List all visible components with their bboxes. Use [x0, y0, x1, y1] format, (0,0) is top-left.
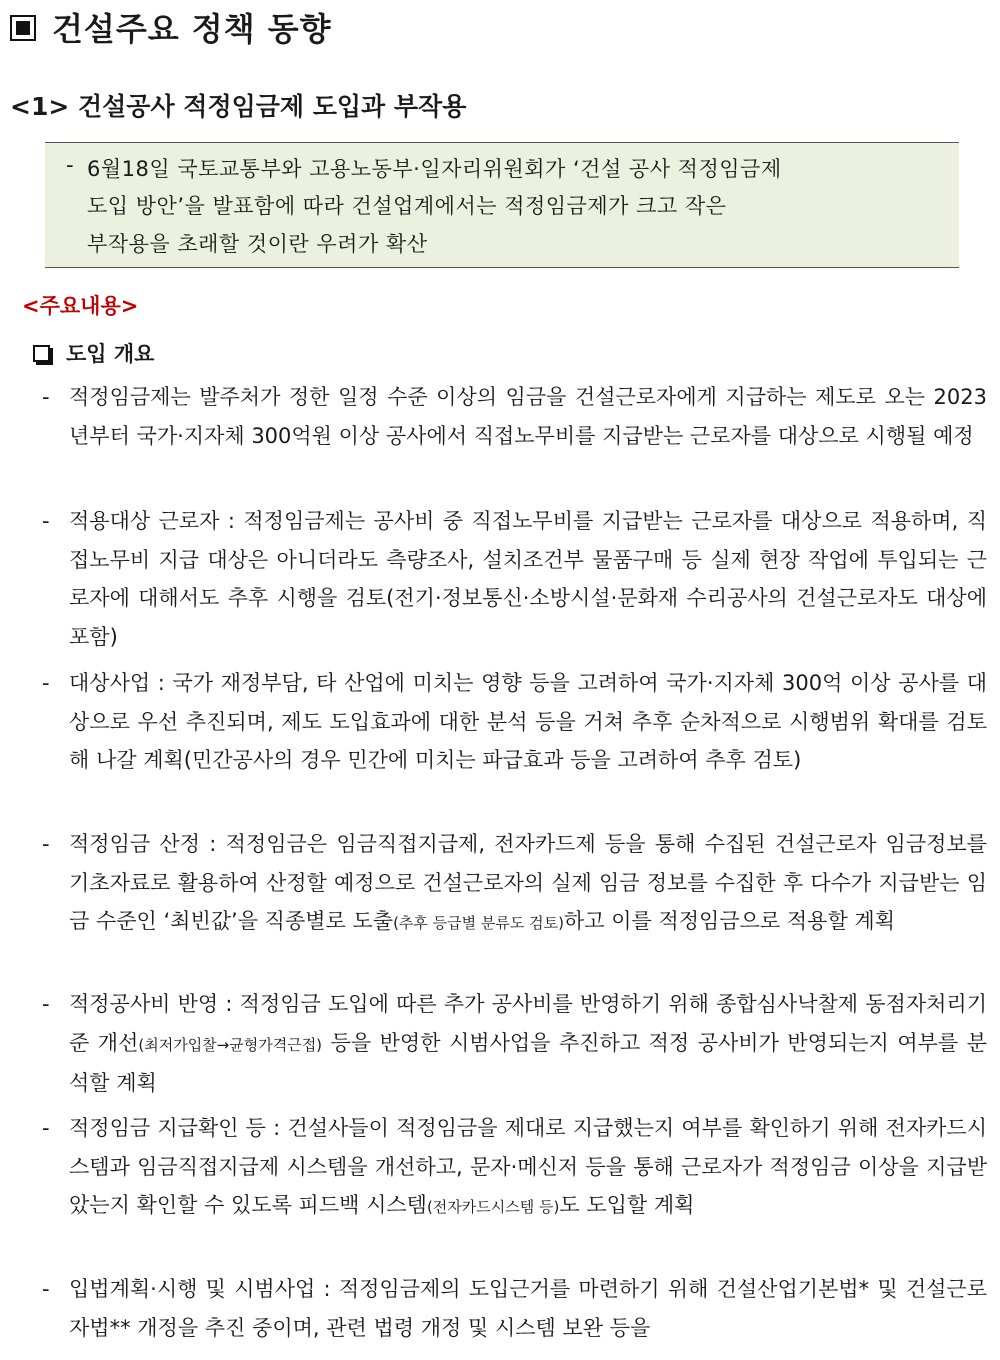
bullet-overview: - 적정임금제는 발주처가 정한 일정 수준 이상의 임금을 건설근로자에게 지급하는 제도로 오는 2023년부터 국가·지자체 300억원 이상 공사에서 직접노무비를 지급받는 근로자를 대상으로 시행될 예정 [42, 385, 987, 448]
page-title: 건설주요 정책 동향 [10, 4, 332, 50]
bullet-construction-cost: - 적정공사비 반영 : 적정임금 도입에 따른 추가 공사비를 반영하기 위해 종합심사낙찰제 동점자처리기준 개선(최저가입찰→균형가격근접) 등을 반영한 시범사업을 추진하고 적정 공사비가 반영되는지 여부를 분석할 계획 [42, 992, 987, 1095]
bullet-target-workers: - 적용대상 근로자 : 적정임금제는 공사비 중 직접노무비를 지급받는 근로자를 대상으로 적용하며, 직접노무비 지급 대상은 아니더라도 측량조사, 설치조건부 물품구매 등 실제 현장 작업에 투입되는 근로자에 대해서도 추후 시행을 검토(전기·정보통신·소방시설·문화재 수리공사의 건설근로자도 대상에 포함) [42, 509, 987, 649]
summary-line-3: 부작용을 초래할 것이란 우려가 확산 [87, 232, 428, 256]
bullet-wage-calculation: - 적정임금 산정 : 적정임금은 임금직접지급제, 전자카드제 등을 통해 수집된 건설근로자 임금정보를 기초자료로 활용하여 산정할 예정으로 건설근로자의 실제 임금 정보를 수집한 후 다수가 지급받는 임금 수준인 ‘최빈값’을 직종별로 도출(추후 등급별 분류도 검토)하고 이를 적정임금으로 적용할 계획 [42, 832, 987, 933]
shadowed-square-icon [33, 345, 50, 362]
summary-line-2: 도입 방안’을 발표함에 따라 건설업계에서는 적정임금제가 크고 작은 [87, 194, 727, 218]
bullet-target-projects: - 대상사업 : 국가 재정부담, 타 산업에 미치는 영향 등을 고려하여 국가·지자체 300억 이상 공사를 대상으로 우선 추진되며, 제도 도입효과에 대한 분석 등을 거쳐 추후 순차적으로 시행범위 확대를 검토해 나갈 계획(민간공사의 경우 민간에 미치는 파급효과 등을 고려하여 추후 검토) [42, 671, 987, 772]
article-title: <1> 건설공사 적정임금제 도입과 부작용 [10, 92, 467, 121]
bullet-payment-verification: - 적정임금 지급확인 등 : 건설사들이 적정임금을 제대로 지급했는지 여부를 확인하기 위해 전자카드시스템과 임금직접지급제 시스템을 개선하고, 문자·메신저 등을 통해 근로자가 적정임금 이상을 지급받았는지 확인할 수 있도록 피드백 시스템(전자카드시스템 등)도 도입할 계획 [42, 1116, 987, 1217]
filled-square-icon [10, 15, 36, 41]
bullet-legislation: - 입법계획·시행 및 시범사업 : 적정임금제의 도입근거를 마련하기 위해 건설산업기본법* 및 건설근로자법** 개정을 추진 중이며, 관련 법령 개정 및 시스템 보완 등을 [42, 1277, 987, 1340]
summary-box [45, 142, 959, 268]
section-heading: <주요내용> [22, 294, 139, 318]
subsection-heading: 도입 개요 [33, 338, 154, 368]
summary-line-1: - 6월18일 국토교통부와 고용노동부·일자리위원회가 ‘건설 공사 적정임금제 [66, 153, 782, 181]
